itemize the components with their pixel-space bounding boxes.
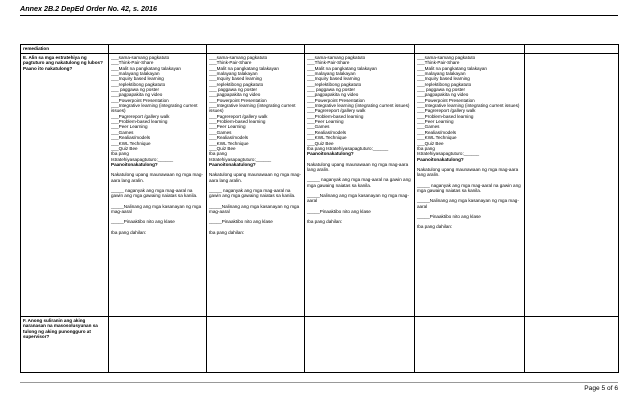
reason-option[interactable]: _____Nalinang ang mga kasanayan ng mga mag-aaral [209, 203, 300, 214]
row-f-label: F. Anong suliranin ang aking naranasan na masosolusyunan sa tulong ng aking punongguro at supervisor? [21, 317, 109, 373]
strategy-option[interactable]: ___pagpapakita ng video [307, 92, 359, 98]
other-strategy-field[interactable]: Istratehiyasapagtuturo:______ [111, 156, 174, 162]
strategy-option[interactable]: ___Malit na pangkatang talakayan [307, 65, 377, 71]
strategy-option[interactable]: ___Peer Learning [417, 119, 454, 125]
strategy-option[interactable]: ___Problem-based learning [417, 113, 474, 119]
strategy-option[interactable]: ___pagpapakita ng video [111, 92, 163, 98]
reason-option[interactable]: _____Pinaaktibo nito ang klase [417, 213, 481, 219]
strategy-option[interactable]: ___Problem-based learning [111, 119, 168, 125]
strategy-cell[interactable] [415, 54, 525, 317]
strategy-option[interactable]: ___Quiz Bee [307, 140, 334, 146]
strategy-option[interactable]: ___Inquiry based learning [417, 76, 470, 82]
strategy-option[interactable]: ___Inquiry based learning [111, 76, 164, 82]
strategy-option[interactable]: ___Malit na pangkatang talakayan [209, 65, 279, 71]
strategy-option[interactable]: ___sama-samang pagkatuto [209, 55, 268, 60]
strategy-option[interactable]: ___ paggawa ng poster [209, 87, 258, 93]
strategy-option[interactable]: ___ paggawa ng poster [111, 87, 160, 93]
strategy-option[interactable]: ___Quiz Bee [209, 145, 236, 151]
document-header: Annex 2B.2 DepEd Order No. 42, s. 2016 [20, 4, 158, 13]
problem-cell[interactable] [305, 317, 415, 373]
reason-option[interactable]: _____ naganyak ang mga mag-aaral na gawin ang mga gawaing naiatas sa kanila. [111, 187, 198, 199]
strategy-cell[interactable] [207, 54, 305, 317]
strategy-option[interactable]: ___Quiz Bee [111, 145, 138, 151]
strategy-option[interactable]: ___Think-Pair-Share [307, 60, 350, 66]
strategy-option[interactable]: ___Integrative learning (integrating current issues) [209, 103, 296, 114]
reason-option[interactable]: _____Nalinang ang mga kasanayan ng mga mag-aaral [111, 203, 202, 214]
strategy-option[interactable]: ___Games [417, 124, 440, 130]
strategy-option[interactable]: ___KWL Technique [209, 140, 249, 146]
strategy-option[interactable]: ___Powerpoint Presentation [417, 97, 475, 103]
other-strategy-label: Iba pang [417, 145, 435, 151]
remediation-label: remediation [21, 45, 109, 54]
strategy-option[interactable]: ___pagpapakita ng video [209, 92, 261, 98]
strategy-option[interactable]: ___Powerpoint Presentation [111, 97, 169, 103]
strategy-option[interactable]: ___Inquiry based learning [209, 76, 262, 82]
strategy-option[interactable]: ___replektibong pagkatuto [209, 81, 264, 87]
reason-option[interactable]: _____ naganyak ang mga mag-aaral na gawin ang mga gawaing naiatas sa kanila. [417, 182, 521, 193]
strategy-option[interactable]: ___Integrative learning (integrating current issues) [307, 103, 410, 109]
strategy-option[interactable]: ___malayang talakayan [111, 71, 160, 77]
problem-cell[interactable] [415, 317, 525, 373]
strategy-cell[interactable] [305, 54, 415, 317]
strategies-row [21, 54, 619, 317]
remediation-cell [305, 45, 415, 54]
header-rule [20, 15, 618, 16]
reason-option[interactable]: _____ naganyak ang mga mag-aaral na gawin ang mga gawaing naiatas sa kanila. [307, 177, 411, 188]
strategy-option[interactable]: ___Think-Pair-Share [111, 60, 154, 66]
strategy-option[interactable]: ___Realias/models [307, 129, 347, 135]
remediation-cell [415, 45, 525, 54]
strategy-option[interactable]: ___Integrative learning (integrating current issues) [111, 103, 198, 114]
strategy-option[interactable]: ___Pagrereport /gallery walk [417, 108, 476, 114]
strategy-option[interactable]: ___ paggawa ng poster [307, 87, 356, 93]
strategy-option[interactable]: ___KWL Technique [111, 140, 151, 146]
other-strategy-label: Iba pang Istratehiyasapagtuturo:______ [307, 145, 389, 151]
how-it-helped-heading: Paanoitonakatulong? [209, 161, 256, 167]
other-reason-label: Iba pang dahilan: [417, 224, 453, 230]
strategy-option[interactable]: ___KWL Technique [307, 135, 347, 141]
strategy-cell[interactable] [109, 54, 207, 317]
strategy-option[interactable]: ___Realias/models [209, 135, 249, 141]
how-it-helped-heading: Paanoitonakatulong? [417, 156, 464, 162]
row-e-label: E. Alin sa mga estratehiya ng pagtuturo ang nakatulong ng lubos? Paano ito nakatulong? [21, 54, 109, 317]
strategy-option[interactable]: ___Problem-based learning [307, 113, 364, 119]
other-strategy-field[interactable]: Istratehiyasapagtuturo:______ [417, 151, 480, 157]
reason-option[interactable]: _____ naganyak ang mga mag-aaral na gawin ang mga gawaing naiatas sa kanila. [209, 187, 296, 199]
reason-statement: Nakatulong upang maunawaan ng mga mag-aara lang aralin. [417, 166, 519, 178]
remediation-row [21, 45, 619, 54]
other-strategy-field[interactable]: Istratehiyasapagtuturo:______ [209, 156, 272, 162]
strategy-option[interactable]: ___Pagrereport /gallery walk [307, 108, 366, 114]
reflection-table [20, 44, 619, 373]
reason-statement: Nakatulong upang maunawaan ng mga mag-aara lang aralin. [307, 161, 409, 172]
other-reason-label: Iba pang dahilan: [307, 218, 343, 224]
strategy-option[interactable]: ___sama-samang pagkatuto [111, 55, 170, 60]
reason-option[interactable]: _____Pinaaktibo nito ang klase [307, 208, 371, 214]
reason-statement: Nakatulong upang maunawaan ng mga mag-aara lang aralin. [111, 172, 203, 183]
strategy-option[interactable]: ___sama-samang pagkatuto [307, 55, 366, 60]
strategy-option[interactable]: ___malayang talakayan [417, 71, 466, 77]
how-it-helped-heading: Paanoitonakatulong? [307, 151, 354, 157]
other-reason-label: Iba pang dahilan: [209, 229, 245, 235]
reason-option[interactable]: _____Nalinang ang mga kasanayan ng mga mag-aaral [417, 198, 519, 209]
strategy-option[interactable]: ___Peer Learning [111, 124, 148, 130]
strategy-option[interactable]: ___ paggawa ng poster [417, 87, 466, 93]
strategy-option[interactable]: ___Peer Learning [209, 124, 246, 130]
strategy-option[interactable]: ___Games [307, 124, 330, 130]
reason-option[interactable]: _____Pinaaktibo nito ang klase [111, 219, 175, 225]
strategy-option[interactable]: ___Pagrereport /gallery walk [111, 113, 170, 119]
strategy-option[interactable]: ___replektibong pagkatuto [417, 81, 472, 87]
remediation-cell [525, 45, 619, 54]
strategy-option[interactable]: ___Peer Learning [307, 119, 344, 125]
strategy-option[interactable]: ___Think-Pair-Share [417, 60, 460, 66]
strategy-option[interactable]: ___Games [111, 129, 134, 135]
problem-cell[interactable] [109, 317, 207, 373]
strategy-option[interactable]: ___pagpapakita ng video [417, 92, 469, 98]
strategy-option[interactable]: ___Integrative learning (integrating current issues) [417, 103, 520, 109]
strategy-option[interactable]: ___sama-samang pagkatuto [417, 55, 476, 60]
other-reason-label: Iba pang dahilan: [111, 229, 147, 235]
strategy-option[interactable]: ___Powerpoint Presentation [209, 97, 267, 103]
strategy-option[interactable]: ___Powerpoint Presentation [307, 97, 365, 103]
strategy-option[interactable]: ___Malit na pangkatang talakayan [111, 65, 181, 71]
remediation-cell [109, 45, 207, 54]
footer-rule [20, 382, 618, 383]
strategy-option[interactable]: ___replektibong pagkatuto [111, 81, 166, 87]
strategy-option[interactable]: ___malayang talakayan [307, 71, 356, 77]
strategy-option[interactable]: ___Realias/models [417, 129, 457, 135]
remediation-cell [207, 45, 305, 54]
strategy-option[interactable]: ___malayang talakayan [209, 71, 258, 77]
other-strategy-label: Iba pang [209, 151, 227, 157]
strategy-option[interactable]: ___Pagrereport /gallery walk [209, 113, 268, 119]
strategy-option[interactable]: ___Games [209, 129, 232, 135]
strategy-option[interactable]: ___Think-Pair-Share [209, 60, 252, 66]
problem-cell[interactable] [525, 317, 619, 373]
strategy-option[interactable]: ___replektibong pagkatuto [307, 81, 362, 87]
reason-option[interactable]: _____Nalinang ang mga kasanayan ng mga mag-aaral [307, 192, 409, 204]
page-number: Page 5 of 6 [584, 385, 618, 392]
how-it-helped-heading: Paanoitonakatulong? [111, 161, 158, 167]
empty-cell [525, 54, 619, 317]
strategy-option[interactable]: ___Inquiry based learning [307, 76, 360, 82]
other-strategy-label: Iba pang [111, 151, 129, 157]
strategy-option[interactable]: ___Malit na pangkatang talakayan [417, 65, 487, 71]
strategy-option[interactable]: ___KWL Technique [417, 135, 457, 141]
strategy-option[interactable]: ___Quiz Bee [417, 140, 444, 146]
strategy-option[interactable]: ___Problem-based learning [209, 119, 266, 125]
problems-row [21, 317, 619, 373]
reason-option[interactable]: _____Pinaaktibo nito ang klase [209, 219, 273, 225]
strategy-option[interactable]: ___Realias/models [111, 135, 151, 141]
problem-cell[interactable] [207, 317, 305, 373]
reason-statement: Nakatulong upang maunawaan ng mga mag-aara lang aralin. [209, 172, 301, 183]
